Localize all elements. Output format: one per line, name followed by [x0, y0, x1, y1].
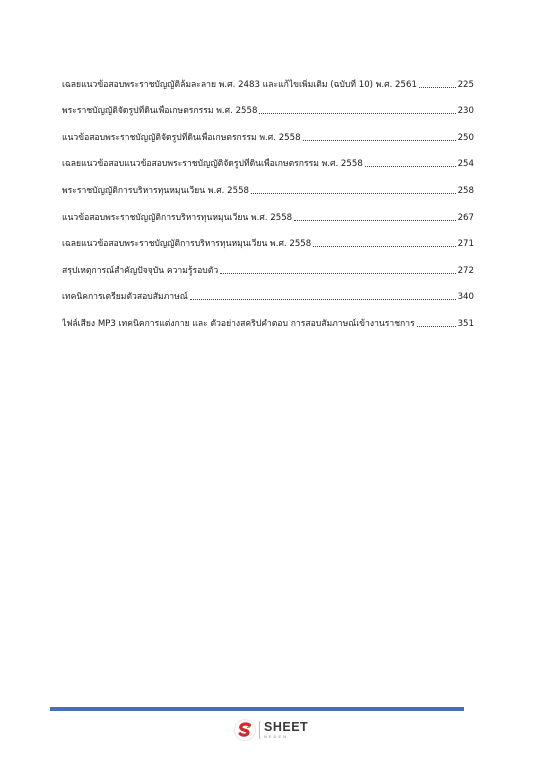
toc-entry[interactable]	[62, 91, 474, 118]
toc-dot-leader	[303, 140, 456, 141]
toc-entry-page: 258	[457, 185, 474, 196]
toc-entry-title: พระราชบัญญัติการบริหารทุนหมุนเวียน พ.ศ. 2558	[62, 185, 250, 196]
toc-dot-leader	[419, 87, 456, 88]
toc-dot-leader	[417, 326, 456, 327]
toc-dot-leader	[220, 273, 455, 274]
table-of-contents	[62, 64, 474, 330]
toc-dot-leader	[365, 166, 456, 167]
toc-entry-title: แนวข้อสอบพระราชบัญญัติการบริหารทุนหมุนเวียน พ.ศ. 2558	[62, 212, 293, 223]
toc-dot-leader	[294, 220, 455, 221]
toc-dot-leader	[313, 246, 455, 247]
toc-entry[interactable]	[62, 277, 474, 304]
toc-entry-title: ไฟล์เสียง MP3 เทคนิคการแต่งกาย และ ตัวอย่างสคริปคำตอบ การสอบสัมภาษณ์เข้างานราชการ	[62, 318, 415, 329]
toc-entry-title: สรุปเหตุการณ์สำคัญปัจจุบัน ความรู้รอบตัว	[62, 265, 219, 276]
brand-logo	[234, 718, 308, 742]
logo-divider	[259, 721, 260, 739]
toc-entry[interactable]	[62, 170, 474, 197]
toc-entry[interactable]	[62, 197, 474, 224]
toc-entry[interactable]	[62, 64, 474, 91]
toc-entry[interactable]	[62, 224, 474, 251]
sheet-logo-icon	[234, 719, 256, 741]
toc-entry[interactable]	[62, 117, 474, 144]
toc-entry-page: 230	[457, 106, 474, 117]
toc-entry-page: 267	[457, 212, 474, 223]
toc-entry[interactable]	[62, 144, 474, 171]
toc-entry[interactable]	[62, 303, 474, 330]
toc-entry-title: พระราชบัญญัติจัดรูปที่ดินเพื่อเกษตรกรรม พ.ศ. 2558	[62, 106, 258, 117]
toc-dot-leader	[190, 299, 456, 300]
toc-entry-page: 271	[457, 239, 474, 250]
toc-entry-title: เฉลยแนวข้อสอบแนวข้อสอบพระราชบัญญัติจัดรูปที่ดินเพื่อเกษตรกรรม พ.ศ. 2558	[62, 159, 363, 170]
toc-entry-title: เทคนิคการเตรียมตัวสอบสัมภาษณ์	[62, 292, 188, 303]
toc-entry-page: 340	[457, 292, 474, 303]
brand-name: SHEET	[264, 720, 309, 734]
toc-entry-title: เฉลยแนวข้อสอบพระราชบัญญัติล้มละลาย พ.ศ. 2483 และแก้ไขเพิ่มเติม (ฉบับที่ 10) พ.ศ. 2561	[62, 79, 417, 90]
toc-entry-title: เฉลยแนวข้อสอบพระราชบัญญัติการบริหารทุนหมุนเวียน พ.ศ. 2558	[62, 239, 312, 250]
toc-entry[interactable]	[62, 250, 474, 277]
brand-subtitle: NEDEN	[264, 734, 289, 739]
footer-divider	[50, 707, 464, 711]
toc-entry-title: แนวข้อสอบพระราชบัญญัติจัดรูปที่ดินเพื่อเกษตรกรรม พ.ศ. 2558	[62, 132, 301, 143]
logo-wordmark	[264, 721, 308, 739]
toc-entry-page: 272	[457, 265, 474, 276]
toc-entry-page: 250	[457, 132, 474, 143]
toc-entry-page: 254	[457, 159, 474, 170]
toc-entry-page: 225	[457, 79, 474, 90]
toc-dot-leader	[251, 193, 456, 194]
toc-entry-page: 351	[457, 318, 474, 329]
toc-dot-leader	[259, 113, 455, 114]
